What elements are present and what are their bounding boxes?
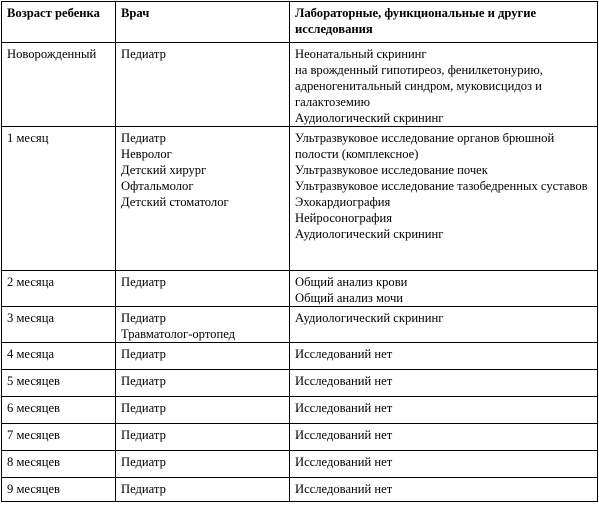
age-cell: 4 месяца xyxy=(2,343,116,370)
header-tests: Лабораторные, функциональные и другие исследования xyxy=(290,2,598,43)
table-row xyxy=(2,424,598,451)
table-row xyxy=(2,370,598,397)
doctor-cell: Педиатр xyxy=(116,478,290,502)
age-cell: 1 месяц xyxy=(2,127,116,271)
doctor-cell xyxy=(116,271,290,307)
test-item: Ультразвуковое исследование органов брюшной полости (комплексное) xyxy=(295,131,555,161)
age-cell: 8 месяцев xyxy=(2,451,116,478)
age-cell: 5 месяцев xyxy=(2,370,116,397)
doctor-item: Педиатр xyxy=(121,275,166,289)
tests-cell: Исследований нет xyxy=(290,424,598,451)
tests-cell: Исследований нет xyxy=(290,451,598,478)
test-item: Общий анализ мочи xyxy=(295,291,404,305)
doctor-cell: Педиатр xyxy=(116,424,290,451)
doctor-cell xyxy=(116,307,290,343)
age-cell: Новорожденный xyxy=(2,43,116,127)
doctor-cell: Педиатр xyxy=(116,451,290,478)
test-item: на врожденный гипотиреоз, фенилкетонурию, адреногенитальный синдром, муковисцидоз и галактоземию xyxy=(295,63,543,109)
doctor-item: Педиатр xyxy=(121,131,166,145)
age-cell: 7 месяцев xyxy=(2,424,116,451)
doctor-cell: Педиатр xyxy=(116,370,290,397)
test-item: Ультразвуковое исследование тазобедренных суставов xyxy=(295,179,588,193)
table-header-row xyxy=(2,2,598,43)
tests-cell: Исследований нет xyxy=(290,343,598,370)
examination-schedule-table xyxy=(1,1,598,502)
doctor-cell xyxy=(116,127,290,271)
header-doctor: Врач xyxy=(116,2,290,43)
doctor-item: Офтальмолог xyxy=(121,179,194,193)
tests-cell: Исследований нет xyxy=(290,478,598,502)
table-row xyxy=(2,397,598,424)
test-item: Аудиологический скрининг xyxy=(295,311,444,325)
table-row xyxy=(2,307,598,343)
tests-cell xyxy=(290,127,598,271)
test-item: Эхокардиография xyxy=(295,195,391,209)
table-row xyxy=(2,271,598,307)
test-item: Ультразвуковое исследование почек xyxy=(295,163,488,177)
doctor-item: Детский стоматолог xyxy=(121,195,229,209)
test-item: Нейросонография xyxy=(295,211,392,225)
doctor-item: Детский хирург xyxy=(121,163,207,177)
tests-cell xyxy=(290,271,598,307)
tests-cell: Исследований нет xyxy=(290,397,598,424)
doctor-item: Невролог xyxy=(121,147,172,161)
test-item: Неонатальный скрининг xyxy=(295,47,427,61)
doctor-item: Травматолог-ортопед xyxy=(121,327,236,341)
test-item: Аудиологический скрининг xyxy=(295,111,444,125)
doctor-item: Педиатр xyxy=(121,311,166,325)
test-item: Общий анализ крови xyxy=(295,275,408,289)
header-age: Возраст ребенка xyxy=(2,2,116,43)
table-row xyxy=(2,451,598,478)
age-cell: 2 месяца xyxy=(2,271,116,307)
age-cell: 9 месяцев xyxy=(2,478,116,502)
table-row xyxy=(2,343,598,370)
doctor-item: Педиатр xyxy=(121,47,166,61)
doctor-cell: Педиатр xyxy=(116,343,290,370)
table-row xyxy=(2,43,598,127)
age-cell: 3 месяца xyxy=(2,307,116,343)
tests-cell: Исследований нет xyxy=(290,370,598,397)
doctor-cell: Педиатр xyxy=(116,397,290,424)
test-item: Аудиологический скрининг xyxy=(295,227,444,241)
tests-cell xyxy=(290,307,598,343)
tests-cell xyxy=(290,43,598,127)
table-row xyxy=(2,478,598,502)
table-row xyxy=(2,127,598,271)
doctor-cell xyxy=(116,43,290,127)
age-cell: 6 месяцев xyxy=(2,397,116,424)
